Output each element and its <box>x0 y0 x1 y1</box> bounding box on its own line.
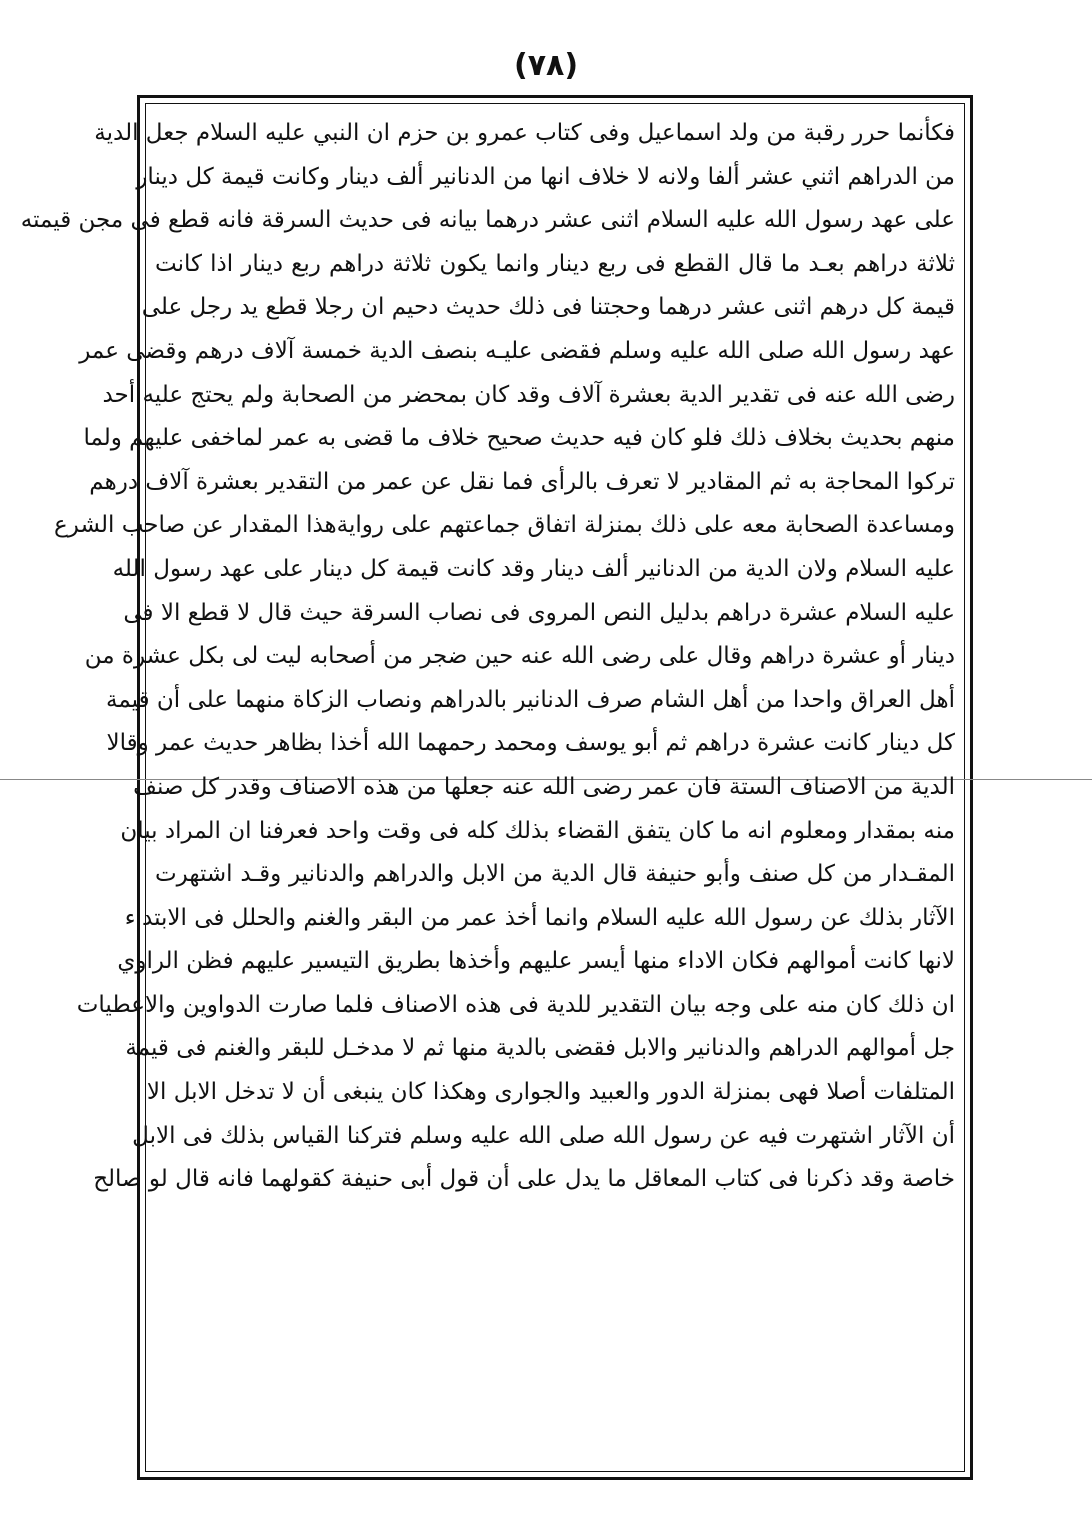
text-line: تركوا المحاجة به ثم المقادير لا تعرف بالرأى فما نقل عن عمر من التقدير بعشرة آلاف درهم <box>89 468 955 495</box>
text-line: فكأنما حرر رقبة من ولد اسماعيل وفى كتاب عمرو بن حزم ان النبي عليه السلام جعل الدية <box>94 120 955 146</box>
text-line: رضى الله عنه فى تقدير الدية بعشرة آلاف وقد كان بمحضر من الصحابة ولم يحتج عليه أحد <box>102 381 955 408</box>
text-line: على عهد رسول الله عليه السلام اثنى عشر درهما بيانه فى حديث السرقة فانه قطع فى مجن قيمته <box>20 207 955 234</box>
text-line: خاصة وقد ذكرنا فى كتاب المعاقل ما يدل على أن قول أبى حنيفة كقولهما فانه قال لو صالح <box>93 1166 955 1193</box>
text-line: عهد رسول الله صلى الله عليه وسلم فقضى عليـه بنصف الدية خمسة آلاف درهم وقضى عمر <box>79 337 955 364</box>
text-line: منه بمقدار ومعلوم انه ما كان يتفق القضاء بذلك كله فى وقت واحد فعرفنا ان المراد بيان <box>120 817 955 844</box>
body-text <box>20 112 955 1464</box>
text-line: عليه السلام ولان الدية من الدنانير ألف دينار وقد كانت قيمة كل دينار على عهد رسول الله <box>112 555 955 582</box>
text-line: ثلاثة دراهم بعـد ما قال القطع فى ربع دينار وانما يكون ثلاثة دراهم ربع دينار اذا كانت <box>155 250 955 277</box>
text-line: منهم بحديث بخلاف ذلك فلو كان فيه حديث صحيح خلاف ما قضى به عمر لماخفى عليهم ولما <box>83 425 955 452</box>
text-line: من الدراهم اثني عشر ألفا ولانه لا خلاف انها من الدنانير ألف دينار وكانت قيمة كل دينار <box>136 163 955 190</box>
text-line: المقـدار من كل صنف وأبو حنيفة قال الدية من الابل والدراهم والدنانير وقـد اشتهرت <box>155 861 955 888</box>
page-number: (٧٨) <box>513 48 579 83</box>
text-line: جل أموالهم الدراهم والدنانير والابل فقضى بالدية منها ثم لا مدخـل للبقر والغنم فى قيمة <box>125 1035 955 1062</box>
text-line: قيمة كل درهم اثنى عشر درهما وحجتنا فى ذلك حديث دحيم ان رجلا قطع يد رجل على <box>141 294 955 321</box>
text-line: دينار أو عشرة دراهم وقال على رضى الله عنه حين ضجر من أصحابه ليت لى بكل عشرة من <box>84 643 955 670</box>
text-line: ان ذلك كان منه على وجه بيان التقدير للدية فى هذه الاصناف فلما صارت الدواوين والاعطيات <box>76 991 955 1018</box>
text-line: عليه السلام عشرة دراهم بدليل النص المروى فى نصاب السرقة حيث قال لا قطع الا فى <box>123 599 955 626</box>
text-line: أهل العراق واحدا من أهل الشام صرف الدنانير بالدراهم ونصاب الزكاة منهما على أن قيمة <box>106 686 955 713</box>
text-line: الآثار بذلك عن رسول الله عليه السلام وانما أخذ عمر من البقر والغنم والحلل فى الابتداء <box>124 904 955 931</box>
text-line: لانها كانت أموالهم فكان الاداء منها أيسر عليهم وأخذها بطريق التيسير عليهم فظن الراوي <box>117 948 955 975</box>
text-line: المتلفات أصلا فهى بمنزلة الدور والعبيد والجوارى وهكذا كان ينبغى أن لا تدخل الابل الا <box>146 1079 955 1106</box>
text-line: كل دينار كانت عشرة دراهم ثم أبو يوسف ومحمد رحمهما الله أخذا بظاهر حديث عمر وقالا <box>106 730 955 757</box>
text-line: الدية من الاصناف الستة فان عمر رضى الله عنه جعلها من هذه الاصناف وقدر كل صنف <box>133 773 955 800</box>
text-line: ومساعدة الصحابة معه على ذلك بمنزلة اتفاق جماعتهم على روايةهذا المقدار عن صاحب الشرع <box>54 512 955 539</box>
text-line: أن الآثار اشتهرت فيه عن رسول الله صلى الله عليه وسلم فتركنا القياس بذلك فى الابل <box>132 1122 955 1149</box>
